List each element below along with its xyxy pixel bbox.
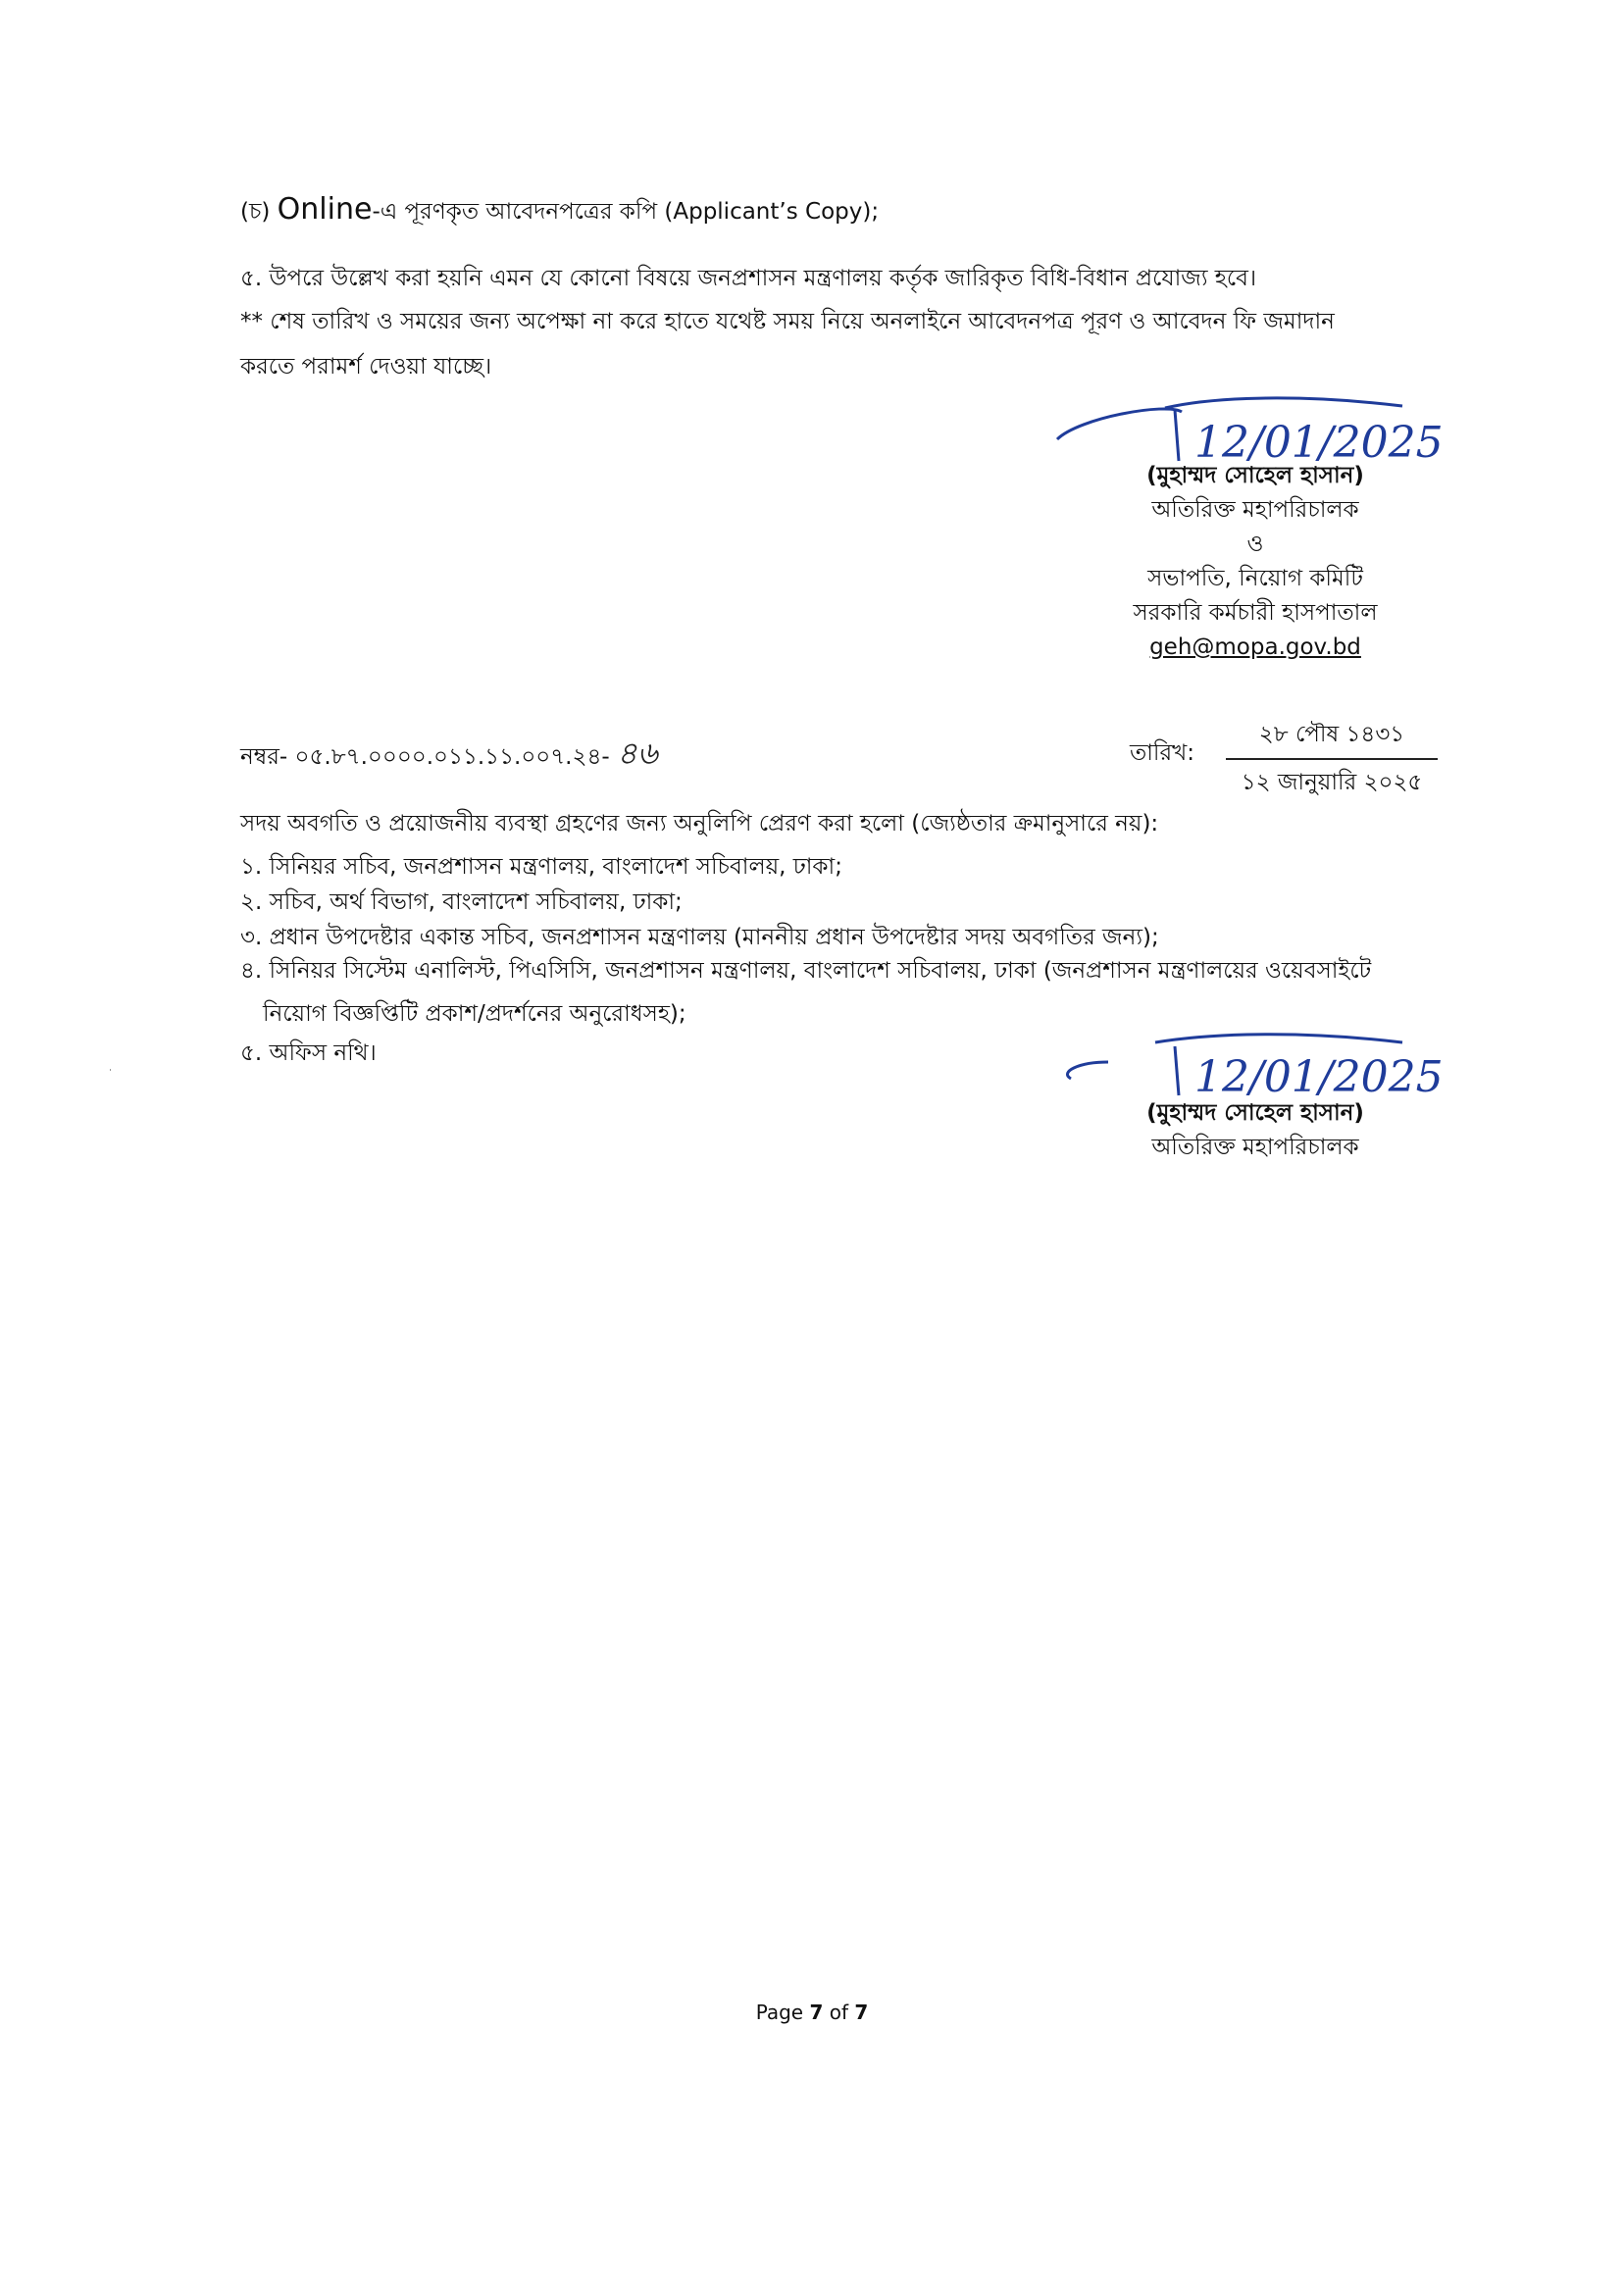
memo-number-label: নম্বর- ০৫.৮৭.০০০০.০১১.১১.০০৭.২৪- — [240, 744, 610, 770]
copy-intro: সদয় অবগতি ও প্রয়োজনীয় ব্যবস্থা গ্রহণের জন্য অনুলিপি প্রেরণ করা হলো (জ্যেষ্ঠতার ক্রমানুসারে নয়): — [240, 811, 1159, 836]
item-cha-prefix: (চ) — [240, 199, 278, 225]
date-label: তারিখ: — [1130, 740, 1195, 766]
date-divider — [1226, 758, 1438, 760]
copy-list-item: ২. সচিব, অর্থ বিভাগ, বাংলাদেশ সচিবালয়, ঢাকা; — [240, 889, 683, 915]
signature-block-2 — [1040, 1096, 1471, 1165]
note-line-2: করতে পরামর্শ দেওয়া যাচ্ছে। — [240, 354, 492, 380]
signatory-designation: অতিরিক্ত মহাপরিচালক — [1151, 497, 1359, 523]
date-fraction — [1226, 716, 1438, 802]
signature-2-date: 12/01/2025 — [1194, 1052, 1444, 1102]
page-prefix: Page — [755, 2001, 810, 2024]
memo-number-handwritten: ৪৬ — [617, 735, 658, 772]
signature-1-date: 12/01/2025 — [1194, 418, 1444, 468]
item-cha — [240, 194, 879, 228]
copy-list-item: ৩. প্রধান উপদেষ্টার একান্ত সচিব, জনপ্রশাসন মন্ত্রণালয় (মাননীয় প্রধান উপদেষ্টার সদয় অবগতির জন্য); — [240, 925, 1159, 950]
memo-number — [240, 737, 658, 773]
copy-list-item: ৪. সিনিয়র সিস্টেম এনালিস্ট, পিএসিসি, জনপ্রশাসন মন্ত্রণালয়, বাংলাদেশ সচিবালয়, ঢাকা (জনপ্রশাসন মন্ত্রণালয়ের ওয়েবসাইটে — [240, 958, 1372, 984]
scan-margin-mark — [110, 1069, 111, 1071]
signatory-designation: অতিরিক্ত মহাপরিচালক — [1151, 1135, 1359, 1160]
date-gregorian: ১২ জানুয়ারি ২০২৫ — [1241, 770, 1423, 795]
page-footer — [0, 2001, 1624, 2024]
page-total: 7 — [854, 2001, 869, 2024]
signatory-name: (মুহাম্মদ সোহেল হাসান) — [1146, 463, 1364, 488]
copy-list-item: ৫. অফিস নথি। — [240, 1040, 377, 1066]
item-cha-text: -এ পূরণকৃত আবেদনপত্রের কপি (Applicant’s Copy); — [372, 199, 880, 225]
signatory-name: (মুহাম্মদ সোহেল হাসান) — [1146, 1100, 1364, 1126]
handwritten-signature-icon — [1049, 1025, 1471, 1103]
signatory-conjunction: ও — [1246, 532, 1264, 557]
item-cha-online: Online — [277, 192, 373, 227]
page-current: 7 — [809, 2001, 824, 2024]
copy-list-item-continuation: নিয়োগ বিজ্ঞপ্তিটি প্রকাশ/প্রদর্শনের অনুরোধসহ); — [263, 1001, 686, 1027]
page-mid: of — [823, 2001, 855, 2024]
handwritten-signature-icon — [1049, 390, 1471, 469]
note-line-1: ** শেষ তারিখ ও সময়ের জন্য অপেক্ষা না করে হাতে যথেষ্ট সময় নিয়ে অনলাইনে আবেদনপত্র পূরণ ও আবেদন ফি জমাদান — [240, 309, 1335, 334]
date-bangla: ২৮ পৌষ ১৪৩১ — [1258, 722, 1405, 747]
copy-list-item: ১. সিনিয়র সচিব, জনপ্রশাসন মন্ত্রণালয়, বাংলাদেশ সচিবালয়, ঢাকা; — [240, 854, 842, 880]
signatory-organization: সরকারি কর্মচারী হাসপাতাল — [1133, 600, 1378, 626]
signatory-email-link[interactable]: geh@mopa.gov.bd — [1149, 634, 1361, 660]
signatory-role: সভাপতি, নিয়োগ কমিটি — [1147, 566, 1363, 591]
signature-block-1 — [1040, 459, 1471, 665]
paragraph-5: ৫. উপরে উল্লেখ করা হয়নি এমন যে কোনো বিষয়ে জনপ্রশাসন মন্ত্রণালয় কর্তৃক জারিকৃত বিধি-বিধান প্রযোজ্য হবে। — [240, 266, 1257, 291]
